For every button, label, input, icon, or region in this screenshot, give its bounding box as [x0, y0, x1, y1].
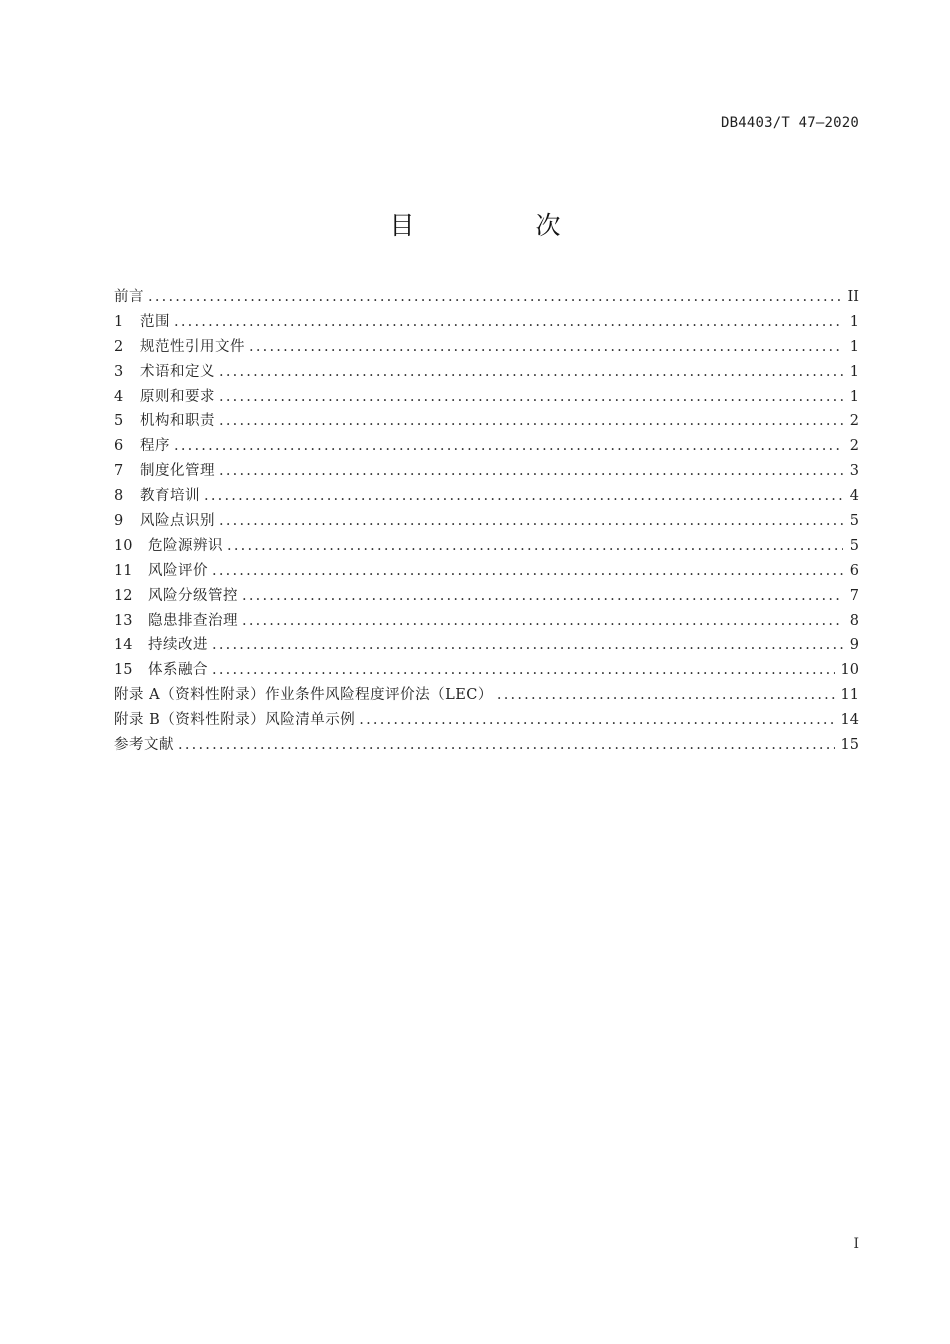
toc-entry-references[interactable]	[114, 733, 859, 758]
toc-entry-foreword[interactable]	[114, 285, 859, 310]
toc-entry-label: 程序	[140, 438, 170, 455]
toc-entry-label: 风险分级管控	[148, 587, 238, 604]
toc-entry-number: 15	[114, 662, 133, 679]
toc-entry-label: 持续改进	[148, 637, 208, 654]
toc-entry-page: 7	[849, 587, 859, 604]
toc-entry-7[interactable]	[114, 459, 859, 484]
toc-entry-page: 1	[849, 313, 859, 330]
toc-entry-page: 4	[849, 488, 859, 505]
toc-leader-dots	[174, 434, 843, 459]
toc-title: 目 次	[389, 211, 609, 240]
toc-leader-dots	[249, 335, 843, 360]
toc-leader-dots	[204, 484, 843, 509]
toc-leader-dots	[219, 409, 843, 434]
toc-entry-label: 前言	[114, 289, 144, 305]
toc-entry-label: 附录 B（资料性附录）风险清单示例	[114, 712, 356, 729]
toc-entry-number: 6	[114, 438, 124, 455]
toc-entry-11[interactable]	[114, 559, 859, 584]
toc-entry-page: 3	[849, 463, 859, 480]
toc-entry-number: 2	[114, 338, 124, 355]
toc-entry-12[interactable]	[114, 584, 859, 609]
page-number: I	[853, 1236, 859, 1252]
toc-entry-page: 5	[849, 513, 859, 530]
toc-entry-9[interactable]	[114, 509, 859, 534]
toc-entry-label: 风险点识别	[140, 513, 215, 530]
toc-entry-page: 15	[840, 737, 859, 754]
toc-entry-1[interactable]	[114, 310, 859, 335]
toc-entry-6[interactable]	[114, 434, 859, 459]
toc-leader-dots	[219, 509, 843, 534]
toc-entry-page: 2	[849, 438, 859, 455]
toc-entry-number: 14	[114, 637, 133, 654]
toc-entry-number: 12	[114, 587, 133, 604]
toc-leader-dots	[212, 559, 843, 584]
toc-entry-label: 危险源辨识	[148, 537, 223, 554]
toc-entry-label: 原则和要求	[140, 388, 215, 405]
toc-entry-page: II	[847, 289, 859, 305]
toc-entry-page: 1	[849, 338, 859, 355]
toc-entry-number: 13	[114, 612, 133, 629]
toc-entry-label: 参考文献	[114, 737, 174, 754]
toc-leader-dots	[227, 534, 843, 559]
toc-leader-dots	[219, 360, 843, 385]
toc-entry-page: 1	[849, 363, 859, 380]
toc-leader-dots	[174, 310, 843, 335]
toc-entry-page: 9	[849, 637, 859, 654]
toc-entry-number: 4	[114, 388, 124, 405]
toc-entry-3[interactable]	[114, 360, 859, 385]
toc-entry-8[interactable]	[114, 484, 859, 509]
toc-entry-page: 10	[840, 662, 859, 679]
toc-entry-13[interactable]	[114, 609, 859, 634]
toc-entry-page: 1	[849, 388, 859, 405]
toc-entry-page: 14	[840, 712, 859, 729]
toc-entry-14[interactable]	[114, 633, 859, 658]
toc-entry-label: 教育培训	[140, 488, 200, 505]
toc-entry-15[interactable]	[114, 658, 859, 683]
toc-entry-page: 5	[849, 537, 859, 554]
toc-entry-page: 6	[849, 562, 859, 579]
toc-entry-number: 11	[114, 562, 133, 579]
toc-leader-dots	[212, 633, 843, 658]
toc-entry-label: 术语和定义	[140, 363, 215, 380]
toc-entry-page: 2	[849, 413, 859, 430]
toc-entry-label: 制度化管理	[140, 463, 215, 480]
toc-leader-dots	[148, 285, 842, 310]
toc-entry-label: 机构和职责	[140, 413, 215, 430]
toc-entry-number: 9	[114, 513, 124, 530]
toc-entry-2[interactable]	[114, 335, 859, 360]
toc-entry-10[interactable]	[114, 534, 859, 559]
toc-entry-label: 附录 A（资料性附录）作业条件风险程度评价法（LEC）	[114, 687, 493, 704]
toc-leader-dots	[242, 584, 843, 609]
toc-entry-label: 体系融合	[148, 662, 208, 679]
toc-entry-4[interactable]	[114, 385, 859, 410]
toc-leader-dots	[359, 708, 834, 733]
toc-entry-number: 7	[114, 463, 124, 480]
toc-leader-dots	[219, 459, 843, 484]
toc-entry-number: 1	[114, 313, 124, 330]
toc-entry-appendix-a[interactable]	[114, 683, 859, 708]
toc-leader-dots	[242, 609, 843, 634]
toc-entry-label: 风险评价	[148, 562, 208, 579]
toc-entry-5[interactable]	[114, 409, 859, 434]
toc-entry-page: 8	[849, 612, 859, 629]
toc-entry-number: 5	[114, 413, 124, 430]
document-code: DB4403/T 47—2020	[720, 115, 859, 131]
toc-entry-label: 隐患排查治理	[148, 612, 238, 629]
toc-entry-number: 3	[114, 363, 124, 380]
toc-entry-label: 范围	[140, 313, 170, 330]
toc-leader-dots	[212, 658, 835, 683]
toc-entry-page: 11	[840, 687, 859, 704]
toc-leader-dots	[219, 385, 843, 410]
toc-entry-number: 8	[114, 488, 124, 505]
toc-leader-dots	[497, 683, 835, 708]
toc-leader-dots	[178, 733, 835, 758]
toc-entry-appendix-b[interactable]	[114, 708, 859, 733]
table-of-contents	[114, 285, 859, 758]
toc-entry-number: 10	[114, 537, 133, 554]
toc-entry-label: 规范性引用文件	[140, 338, 245, 355]
